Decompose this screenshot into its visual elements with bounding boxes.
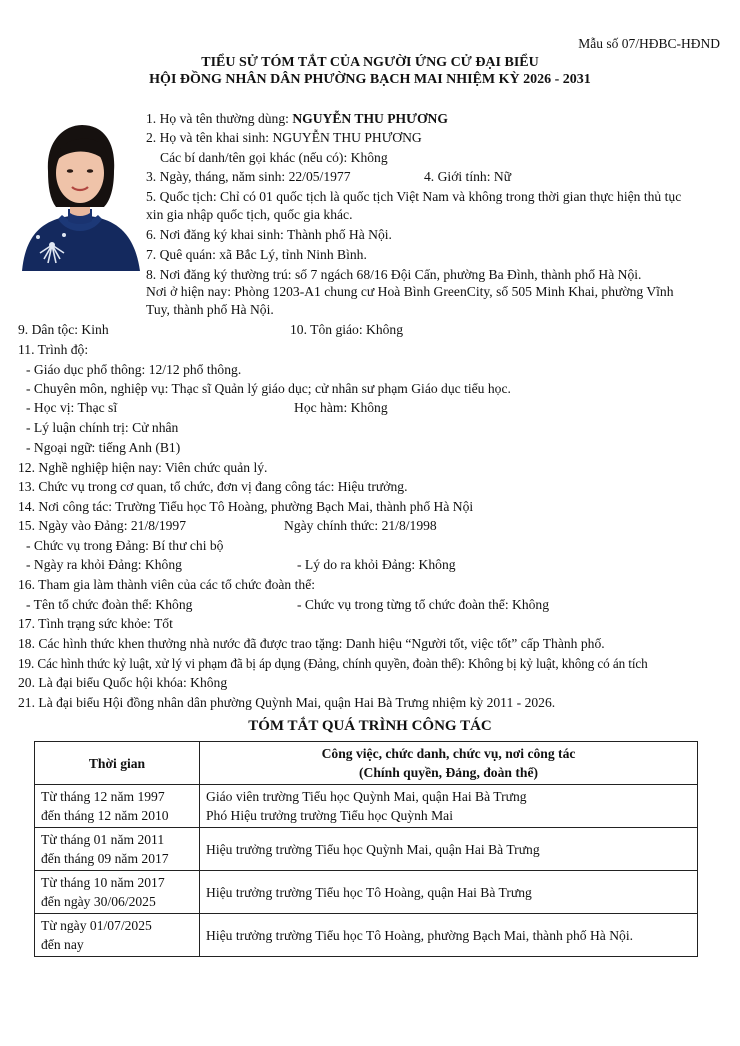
- info-gender: 4. Giới tính: Nữ: [424, 169, 512, 184]
- period-from: Từ tháng 01 năm 2011: [41, 832, 165, 847]
- info-discipline: 19. Các hình thức kỷ luật, xử lý vi phạm đã bị áp dụng (Đảng, chính quyền, đoàn thể): Không bị kỷ luật, không có án tích: [18, 656, 648, 671]
- job-line-1: Hiệu trưởng trường Tiểu học Quỳnh Mai, quận Hai Bà Trưng: [206, 841, 540, 857]
- work-history-title: TÓM TẮT QUÁ TRÌNH CÔNG TÁC: [248, 718, 492, 734]
- period-cell: [35, 785, 200, 828]
- job-cell: [200, 871, 698, 914]
- table-header-row: [35, 742, 698, 785]
- header-job: [200, 742, 698, 785]
- info-education-heading: 11. Trình độ:: [18, 342, 89, 357]
- form-number: Mẫu số 07/HĐBC-HĐND: [578, 36, 720, 51]
- info-ethnicity: 9. Dân tộc: Kinh: [18, 322, 109, 337]
- info-party-leave-date: - Ngày ra khỏi Đảng: Không: [26, 557, 182, 572]
- info-position: 13. Chức vụ trong cơ quan, tổ chức, đơn vị đang công tác: Hiệu trưởng.: [18, 479, 408, 494]
- info-full-name-label: 1. Họ và tên thường dùng:: [146, 111, 293, 126]
- period-to: đến nay: [41, 937, 84, 952]
- info-organization-name: - Tên tổ chức đoàn thể: Không: [26, 597, 193, 612]
- job-cell: [200, 785, 698, 828]
- period-from: Từ tháng 12 năm 1997: [41, 789, 165, 804]
- period-cell: [35, 828, 200, 871]
- info-birth-registration: 6. Nơi đăng ký khai sinh: Thành phố Hà Nội.: [146, 227, 392, 242]
- job-line-1: Hiệu trưởng trường Tiểu học Tô Hoàng, phường Bạch Mai, thành phố Hà Nội.: [206, 927, 634, 943]
- info-organization-position: - Chức vụ trong từng tổ chức đoàn thể: Không: [297, 597, 550, 612]
- info-party-join-date: 15. Ngày vào Đảng: 21/8/1997: [18, 518, 187, 533]
- period-cell: [35, 914, 200, 957]
- info-awards: 18. Các hình thức khen thưởng nhà nước đã được trao tặng: Danh hiệu “Người tốt, việc tốt” cấp Thành phố.: [18, 636, 605, 651]
- header-job-line-2: (Chính quyền, Đảng, đoàn thể): [358, 765, 539, 780]
- info-specialty: - Chuyên môn, nghiệp vụ: Thạc sĩ Quản lý giáo dục; cử nhân sư phạm Giáo dục tiểu học.: [26, 381, 511, 396]
- info-nationality-cont: xin gia nhập quốc tịch, quốc gia khác.: [146, 207, 353, 222]
- info-party-position: - Chức vụ trong Đảng: Bí thư chi bộ: [26, 538, 224, 553]
- job-line-1: Hiệu trưởng trường Tiểu học Tô Hoàng, quận Hai Bà Trưng: [206, 884, 532, 900]
- info-foreign-language: - Ngoại ngữ: tiếng Anh (B1): [26, 440, 181, 455]
- info-party-leave-reason: - Lý do ra khỏi Đảng: Không: [297, 557, 456, 572]
- period-to: đến tháng 09 năm 2017: [41, 851, 169, 866]
- info-organizations-heading: 16. Tham gia làm thành viên của các tổ chức đoàn thể:: [18, 577, 316, 592]
- period-from: Từ tháng 10 năm 2017: [41, 875, 165, 890]
- table-row: [35, 828, 698, 871]
- info-degree: - Học vị: Thạc sĩ: [26, 400, 118, 415]
- header-period: Thời gian: [35, 742, 200, 785]
- info-party-official-date: Ngày chính thức: 21/8/1998: [284, 518, 437, 533]
- info-general-education: - Giáo dục phổ thông: 12/12 phổ thông.: [26, 362, 242, 377]
- job-cell: [200, 828, 698, 871]
- table-row: [35, 785, 698, 828]
- info-nationality: 5. Quốc tịch: Chỉ có 01 quốc tịch là quốc tịch Việt Nam và không trong thời gian thực hiện thủ tục: [146, 189, 682, 204]
- info-hometown: 7. Quê quán: xã Bắc Lý, tỉnh Ninh Bình.: [146, 247, 367, 262]
- job-cell: [200, 914, 698, 957]
- info-birth-date: 3. Ngày, tháng, năm sinh: 22/05/1977: [146, 169, 351, 184]
- job-line-2: Phó Hiệu trưởng trường Tiểu học Quỳnh Mai: [206, 808, 453, 823]
- info-birth-name: 2. Họ và tên khai sinh: NGUYỄN THU PHƯƠNG: [146, 130, 422, 145]
- period-from: Từ ngày 01/07/2025: [41, 918, 152, 933]
- period-cell: [35, 871, 200, 914]
- period-to: đến tháng 12 năm 2010: [41, 808, 169, 823]
- document-title-line-2: HỘI ĐỒNG NHÂN DÂN PHƯỜNG BẠCH MAI NHIỆM KỲ 2026 - 2031: [149, 72, 591, 87]
- info-workplace: 14. Nơi công tác: Trường Tiểu học Tô Hoàng, phường Bạch Mai, thành phố Hà Nội: [18, 499, 474, 514]
- info-full-name-value: NGUYỄN THU PHƯƠNG: [292, 111, 448, 126]
- info-national-assembly: 20. Là đại biểu Quốc hội khóa: Không: [18, 675, 228, 690]
- header-job-line-1: Công việc, chức danh, chức vụ, nơi công tác: [321, 746, 576, 761]
- info-alias: Các bí danh/tên gọi khác (nếu có): Không: [160, 150, 388, 165]
- period-to: đến ngày 30/06/2025: [41, 894, 156, 909]
- document-title-line-1: TIỂU SỬ TÓM TẮT CỦA NGƯỜI ỨNG CỬ ĐẠI BIỂU: [201, 55, 539, 70]
- info-academic-title: Học hàm: Không: [294, 400, 388, 415]
- info-permanent-residence: 8. Nơi đăng ký thường trú: số 7 ngách 68/16 Đội Cấn, phường Ba Đình, thành phố Hà Nội.: [146, 267, 642, 282]
- work-history-table: [34, 741, 698, 957]
- table-row: [35, 871, 698, 914]
- info-occupation: 12. Nghề nghiệp hiện nay: Viên chức quản lý.: [18, 460, 268, 475]
- info-current-residence: Nơi ở hiện nay: Phòng 1203-A1 chung cư Hoà Bình GreenCity, số 505 Minh Khai, phường Vĩnh: [146, 284, 674, 299]
- info-political-theory: - Lý luận chính trị: Cử nhân: [26, 420, 179, 435]
- info-full-name: [146, 109, 448, 128]
- job-line-1: Giáo viên trường Tiểu học Quỳnh Mai, quận Hai Bà Trưng: [206, 789, 527, 804]
- info-religion: 10. Tôn giáo: Không: [290, 322, 404, 337]
- table-row: [35, 914, 698, 957]
- candidate-photo: [18, 119, 142, 271]
- info-council-member: 21. Là đại biểu Hội đồng nhân dân phường Quỳnh Mai, quận Hai Bà Trưng nhiệm kỳ 2011 - 2026.: [18, 695, 556, 710]
- info-health: 17. Tình trạng sức khỏe: Tốt: [18, 616, 173, 631]
- info-current-residence-cont: Tuy, thành phố Hà Nội.: [146, 302, 274, 317]
